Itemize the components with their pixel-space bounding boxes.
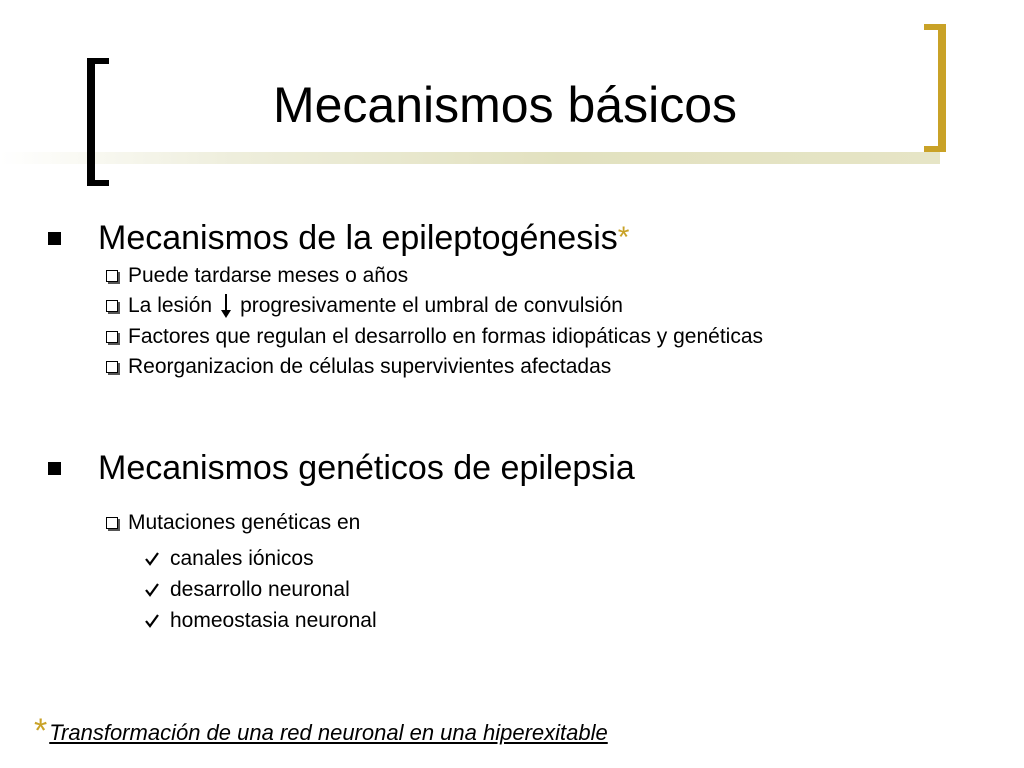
list-item xyxy=(106,354,611,380)
section-heading-genetics xyxy=(48,448,635,488)
down-arrow-icon xyxy=(220,293,232,319)
checklist-item-text: desarrollo neuronal xyxy=(170,578,350,601)
checkbox-bullet-icon xyxy=(106,517,118,529)
list-item-text: Mutaciones genéticas en xyxy=(128,511,361,534)
list-item xyxy=(106,263,408,289)
list-item-text-before: La lesión xyxy=(128,294,213,317)
square-bullet-icon xyxy=(48,232,61,245)
checklist-item xyxy=(144,546,314,572)
list-item xyxy=(106,293,623,319)
checklist-item xyxy=(144,577,350,603)
checkmark-icon xyxy=(144,581,160,599)
checklist-item-text: canales iónicos xyxy=(170,547,314,570)
checkbox-bullet-icon xyxy=(106,361,118,373)
list-item-text: Reorganizacion de células supervivientes afectadas xyxy=(128,355,612,378)
square-bullet-icon xyxy=(48,462,61,475)
checkbox-bullet-icon xyxy=(106,270,118,282)
list-item-text: Factores que regulan el desarrollo en formas idiopáticas y genéticas xyxy=(128,325,764,348)
checkmark-icon xyxy=(144,550,160,568)
section-heading-epileptogenesis: Mecanismos de la epileptogénesis * xyxy=(48,218,629,258)
checkmark-icon xyxy=(144,612,160,630)
decorative-line xyxy=(0,152,940,164)
footnote-text: Transformación de una red neuronal en una hiperexitable xyxy=(49,720,608,745)
checkbox-bullet-icon xyxy=(106,331,118,343)
list-item-text: Puede tardarse meses o años xyxy=(128,264,409,287)
checkbox-bullet-icon xyxy=(106,300,118,312)
list-item xyxy=(106,510,360,536)
footnote xyxy=(34,712,608,750)
section-heading-text: Mecanismos de la epileptogénesis xyxy=(98,219,618,257)
checklist-item xyxy=(144,608,377,634)
checklist-item-text: homeostasia neuronal xyxy=(170,609,377,632)
list-item-text-after: progresivamente el umbral de convulsión xyxy=(240,294,623,317)
footnote-marker: * xyxy=(34,712,48,750)
section-heading-text: Mecanismos genéticos de epilepsia xyxy=(98,449,635,487)
list-item xyxy=(106,324,763,350)
slide-title: Mecanismos básicos xyxy=(272,77,738,133)
